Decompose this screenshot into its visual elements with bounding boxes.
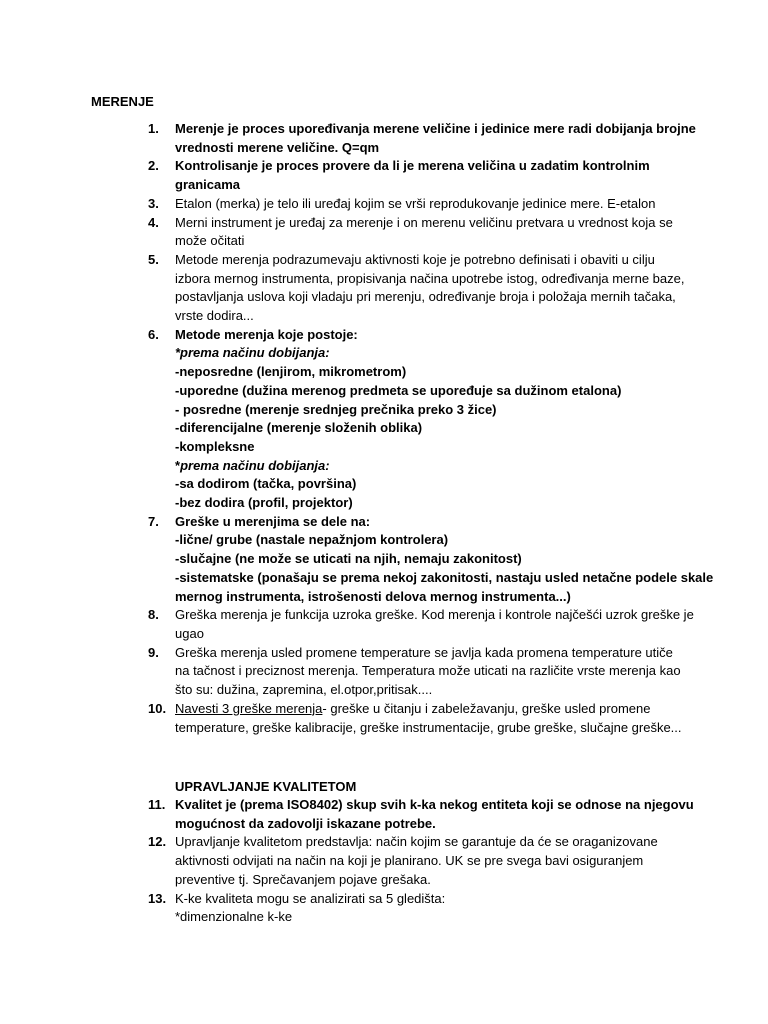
item-line [175,796,694,815]
text-segment: preventive tj. Sprečavanjem pojave grešaka. [175,871,431,887]
item-line [175,214,680,233]
item-line [175,195,680,214]
item-line [175,569,714,588]
list-item [0,120,696,157]
text-segment: mogućnost da zadovolji iskazane potrebe. [175,815,436,831]
item-line [175,719,680,738]
text-segment: * [175,457,181,473]
item-number: 1. [148,121,159,136]
text-segment: vrste dodira... [175,308,254,324]
text-segment: - posredne (merenje srednjeg prečnika preko 3 žice) [175,401,497,417]
item-line [175,120,696,139]
item-line [175,852,680,871]
item-number: 8. [148,607,159,623]
item-line [175,700,680,719]
text-segment: Metode merenja podrazumevaju aktivnosti koje je potrebno definisati i obaviti u cilju [175,251,655,267]
item-line [175,494,680,513]
item-number: 6. [148,326,159,342]
list-item [0,513,714,607]
item-number: 5. [148,251,159,267]
text-segment: Etalon (merka) je telo ili uređaj kojim se vrši reprodukovanje jedinice mere. E-etalon [175,195,656,211]
text-segment: vrednosti merene veličine. Q=qm [175,139,380,155]
text-segment: - greške u čitanju i zabeležavanju, greške usled promene [322,700,651,716]
item-line [175,382,680,401]
text-segment: -neposredne (lenjirom, mikrometrom) [175,364,407,380]
text-segment: *dimenzionalne k-ke [175,909,293,925]
text-segment: aktivnosti odvijati na način na koji je planirano. UK se pre svega bavi osiguranjem [175,853,644,869]
text-segment: Upravljanje kvalitetom predstavlja: način kojim se garantuje da će se oraganizovane [175,834,658,850]
item-line [175,457,680,476]
item-line [175,139,680,158]
text-segment: Metode merenja koje postoje: [175,326,358,342]
item-number: 4. [148,214,159,230]
item-line [175,157,680,176]
item-line [175,513,680,532]
item-number: 11. [148,797,166,812]
list-item [0,214,680,251]
text-segment: temperature, greške kalibracije, greške instrumentacije, grube greške, slučajne greške... [175,719,682,735]
item-number: 7. [148,513,159,529]
text-segment: može očitati [175,233,245,249]
item-line [175,681,680,700]
text-segment: izbora mernog instrumenta, propisivanja načina upotrebe istog, određivanja merne baze, [175,270,685,286]
list-item [0,195,680,214]
text-segment: Merni instrument je uređaj za merenje i on merenu veličinu pretvara u vrednost koja se [175,214,673,230]
text-segment: ugao [175,625,204,641]
item-line [175,606,694,625]
text-segment: Greška merenja je funkcija uzroka greške. Kod merenja i kontrole najčešći uzrok greške je [175,607,694,623]
text-segment: na tačnost i preciznost merenja. Temperatura može uticati na različite vrste merenja kao [175,663,681,679]
list-item [0,700,680,737]
item-number: 3. [148,195,159,211]
list-item [0,326,680,513]
item-line [175,307,680,326]
text-segment: -sistematske (ponašaju se prema nekoj zakonitosti, nastaju usled netačne podele skale [175,569,714,585]
list-item [0,796,694,833]
item-line [175,270,685,289]
item-line [175,871,680,890]
list-item [0,606,694,643]
item-line [175,815,680,834]
merenje-list [0,120,768,737]
text-segment: što su: dužina, zapremina, el.otpor,pritisak.... [175,682,433,698]
text-segment: -sa dodirom (tačka, površina) [175,476,357,492]
item-line [175,288,680,307]
item-number: 9. [148,644,159,660]
list-item [0,644,680,700]
item-line [175,908,680,927]
text-segment: mernog instrumenta, istrošenosti delova mernog instrumenta...) [175,588,571,604]
item-line [175,833,680,852]
item-line [175,176,680,195]
list-item [0,890,680,927]
text-segment: -uporedne (dužina merenog predmeta se upoređuje sa dužinom etalona) [175,382,622,398]
item-line [175,251,680,270]
text-segment: *prema načinu dobijanja: [175,345,330,361]
item-line [175,531,680,550]
text-segment: Navesti 3 greške merenja [175,700,323,716]
item-line [175,326,680,345]
item-line [175,363,680,382]
item-line [175,401,680,420]
item-line [175,475,680,494]
section-title-upravljanje-kvalitetom: UPRAVLJANJE KVALITETOM [175,779,357,794]
item-line [175,588,680,607]
item-number: 10. [148,700,167,716]
text-segment: K-ke kvaliteta mogu se analizirati sa 5 gledišta: [175,890,446,906]
text-segment: -bez dodira (profil, projektor) [175,495,353,511]
text-segment: Kvalitet je (prema ISO8402) skup svih k-ka nekog entiteta koji se odnose na njegovu [175,797,694,812]
text-segment: Kontrolisanje je proces provere da li je merena veličina u zadatim kontrolnim [175,158,650,174]
text-segment: prema načinu dobijanja: [180,457,330,473]
text-segment: -slučajne (ne može se uticati na njih, nemaju zakonitost) [175,551,522,567]
item-line [175,644,680,663]
list-item [0,251,685,326]
item-number: 2. [148,158,159,174]
item-line [175,419,680,438]
document-title: MERENJE [91,94,154,109]
list-item [0,157,680,194]
text-segment: Greška merenja usled promene temperature se javlja kada promena temperature utiče [175,644,673,660]
item-line [175,662,680,681]
item-number: 13. [148,890,167,906]
item-number: 12. [148,834,167,850]
item-line [175,890,680,909]
text-segment: -diferencijalne (merenje složenih oblika) [175,420,423,436]
item-line [175,344,680,363]
text-segment: Greške u merenjima se dele na: [175,513,371,529]
text-segment: Merenje je proces upoređivanja merene veličine i jedinice mere radi dobijanja brojne [175,121,696,136]
item-line [175,232,680,251]
list-item [0,833,680,889]
item-line [175,438,680,457]
text-segment: granicama [175,177,241,193]
text-segment: postavljanja uslova koji vladaju pri merenju, određivanje broja i položaja mernih tačaka, [175,289,676,305]
text-segment: -lične/ grube (nastale nepažnjom kontrolera) [175,532,449,548]
text-segment: -kompleksne [175,438,255,454]
kvalitet-list [0,796,768,927]
item-line [175,625,680,644]
item-line [175,550,680,569]
